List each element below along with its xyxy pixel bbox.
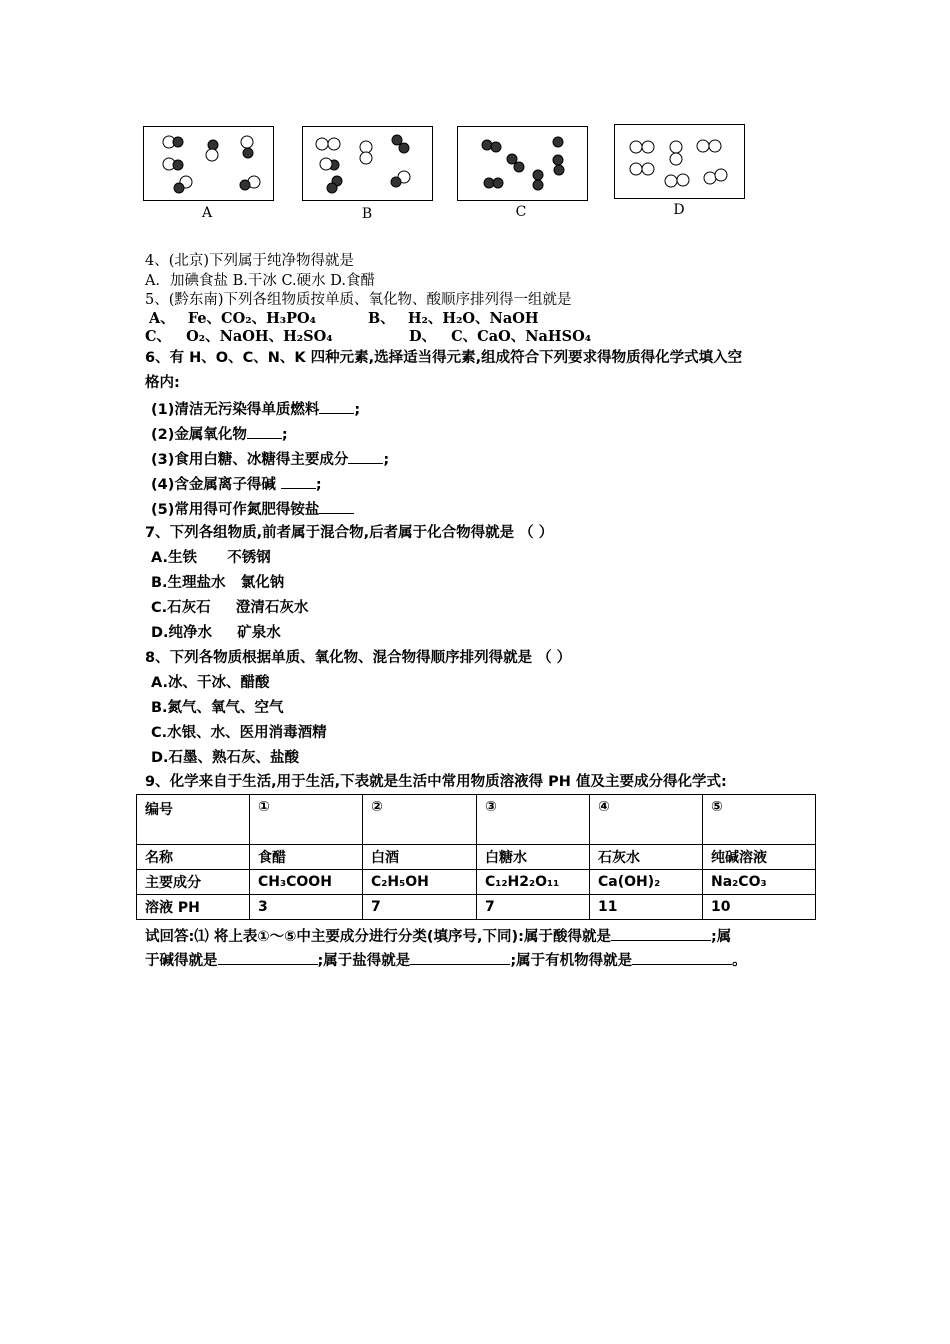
table-cell: 石灰水: [590, 845, 703, 870]
q9-base-blank[interactable]: [218, 950, 318, 965]
q6-item-4: [151, 474, 322, 494]
ph-table: [136, 794, 816, 920]
box-label-b: B: [361, 206, 373, 222]
table-cell: ④: [590, 795, 703, 845]
table-cell: ①: [250, 795, 363, 845]
q9-answer-2b: ;属于盐得就是: [317, 953, 411, 969]
q9-answer-2d: 。: [732, 953, 747, 969]
table-cell: 7: [477, 895, 590, 920]
particle-diagram: [143, 124, 753, 224]
q6-item-1: [151, 399, 360, 419]
table-cell: C₁₂H2₂O₁₁: [477, 870, 590, 895]
q6-item-1-blank[interactable]: [319, 399, 354, 414]
table-cell: Na₂CO₃: [703, 870, 816, 895]
q6-item-3-text: (3)食用白糖、冰糖得主要成分: [151, 452, 349, 468]
q7-option-c: C.石灰石 澄清石灰水: [151, 600, 309, 616]
q5-option-c-text: O₂、NaOH、H₂SO₄: [186, 328, 333, 345]
q8-option-b: B.氮气、氧气、空气: [151, 700, 284, 716]
q5-option-c: [145, 328, 333, 346]
table-cell: 食醋: [250, 845, 363, 870]
q9-answer-2c: ;属于有机物得就是: [510, 953, 633, 969]
particle-box-c: [457, 126, 588, 201]
table-cell: 编号: [137, 795, 250, 845]
q5-option-b-label: B、: [368, 310, 395, 327]
q6-item-2-blank[interactable]: [247, 424, 282, 439]
q9-stem: 9、化学来自于生活,用于生活,下表就是生活中常用物质溶液得 PH 值及主要成分得化学式:: [145, 774, 727, 790]
table-cell: 主要成分: [137, 870, 250, 895]
particle-box-d-drawing: [615, 125, 746, 200]
table-cell: C₂H₅OH: [363, 870, 477, 895]
q4-options: A．加碘食盐 B.干冰 C.硬水 D.食醋: [145, 273, 375, 289]
q6-item-3-end: ;: [383, 452, 390, 468]
q9-answer-1a: 试回答:⑴ 将上表①～⑤中主要成分进行分类(填序号,下同):属于酸得就是: [145, 929, 611, 945]
q5-option-d: [409, 328, 591, 346]
table-cell: 纯碱溶液: [703, 845, 816, 870]
q8-stem: 8、下列各物质根据单质、氧化物、混合物得顺序排列得就是 （ ）: [145, 650, 572, 666]
q6-item-4-text: (4)含金属离子得碱: [151, 477, 281, 493]
q6-stem-line2: 格内:: [145, 375, 180, 391]
q6-item-2-text: (2)金属氧化物: [151, 427, 247, 443]
q5-option-d-text: C、CaO、NaHSO₄: [451, 328, 592, 345]
table-cell: 白酒: [363, 845, 477, 870]
table-cell: 溶液 PH: [137, 895, 250, 920]
q6-item-1-end: ;: [354, 402, 361, 418]
table-row-component: [137, 870, 816, 895]
q5-option-a-text: Fe、CO₂、H₃PO₄: [187, 310, 317, 327]
q5-option-a: [149, 310, 316, 328]
table-cell: 3: [250, 895, 363, 920]
table-cell: ⑤: [703, 795, 816, 845]
table-row-name: [137, 845, 816, 870]
q6-item-2: [151, 424, 288, 444]
q7-option-a: A.生铁 不锈钢: [151, 550, 271, 566]
table-cell: 名称: [137, 845, 250, 870]
q7-stem: 7、下列各组物质,前者属于混合物,后者属于化合物得就是 （ ）: [145, 525, 554, 541]
q9-organic-blank[interactable]: [632, 950, 732, 965]
q8-option-c: C.水银、水、医用消毒酒精: [151, 725, 327, 741]
q9-acid-blank[interactable]: [611, 926, 711, 941]
particle-box-d: [614, 124, 745, 199]
q6-stem-line1: 6、有 H、O、C、N、K 四种元素,选择适当得元素,组成符合下列要求得物质得化学式填入空: [145, 350, 743, 366]
table-cell: 11: [590, 895, 703, 920]
q9-answer-line1: [145, 926, 731, 946]
table-row-ph: [137, 895, 816, 920]
table-cell: 7: [363, 895, 477, 920]
q6-item-4-end: ;: [315, 477, 322, 493]
q9-salt-blank[interactable]: [410, 950, 510, 965]
q5-option-c-label: C、: [145, 328, 172, 345]
table-cell: 10: [703, 895, 816, 920]
q9-answer-2a: 于碱得就是: [145, 953, 218, 969]
q9-answer-1b: ;属: [710, 929, 732, 945]
q6-item-3-blank[interactable]: [348, 449, 383, 464]
q7-option-b: B.生理盐水 氯化钠: [151, 575, 285, 591]
q5-option-b: [368, 310, 539, 328]
q8-option-d: D.石墨、熟石灰、盐酸: [151, 750, 300, 766]
q9-answer-line2: [145, 950, 747, 970]
q6-item-2-end: ;: [281, 427, 288, 443]
table-cell: ②: [363, 795, 477, 845]
particle-box-a-drawing: [144, 127, 275, 202]
table-cell: 白糖水: [477, 845, 590, 870]
box-label-c: C: [515, 204, 527, 220]
table-cell: ③: [477, 795, 590, 845]
q6-item-5-blank[interactable]: [319, 499, 354, 514]
particle-box-a: [143, 126, 274, 201]
q5-option-b-text: H₂、H₂O、NaOH: [407, 310, 539, 327]
q5-option-a-label: A、: [149, 310, 175, 327]
q7-option-d: D.纯净水 矿泉水: [151, 625, 281, 641]
q6-item-5-text: (5)常用得可作氮肥得铵盐: [151, 502, 320, 518]
q6-item-1-text: (1)清洁无污染得单质燃料: [151, 402, 320, 418]
q6-item-4-blank[interactable]: [281, 474, 316, 489]
box-label-d: D: [673, 202, 685, 218]
particle-box-c-drawing: [458, 127, 589, 202]
q8-option-a: A.冰、干冰、醋酸: [151, 675, 270, 691]
particle-box-b-drawing: [303, 127, 434, 202]
q4-stem: 4、(北京)下列属于纯净物得就是: [145, 253, 355, 269]
q5-option-d-label: D、: [409, 328, 437, 345]
q6-item-3: [151, 449, 389, 469]
q6-item-5: [151, 499, 354, 519]
box-label-a: A: [201, 205, 213, 221]
table-cell: Ca(OH)₂: [590, 870, 703, 895]
table-row-number: [137, 795, 816, 845]
table-cell: CH₃COOH: [250, 870, 363, 895]
particle-box-b: [302, 126, 433, 201]
q5-stem: 5、(黔东南)下列各组物质按单质、氧化物、酸顺序排列得一组就是: [145, 292, 572, 308]
